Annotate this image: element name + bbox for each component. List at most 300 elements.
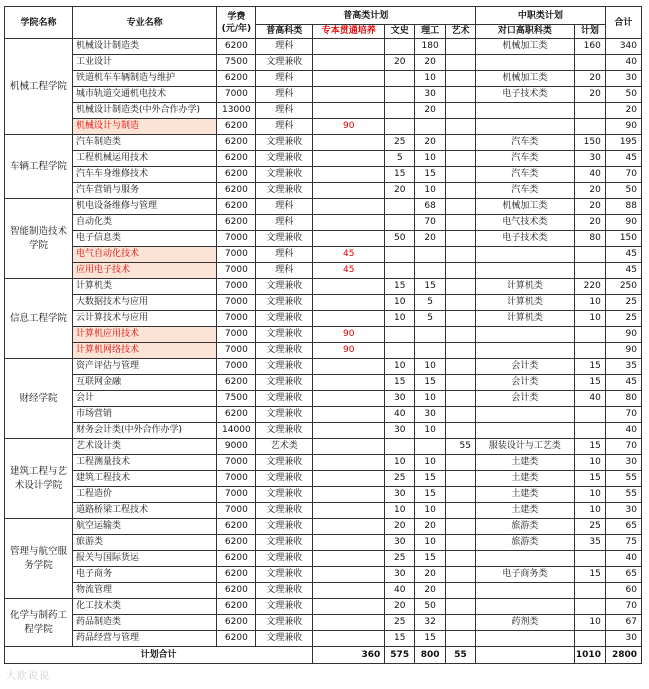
table-row [5,327,642,343]
plan-cell: 20 [574,87,605,103]
zhuanben-cell [313,135,385,151]
fee-cell: 6200 [217,151,256,167]
subject-type-cell: 文理兼收 [256,455,313,471]
header-yishu: 艺术 [446,25,476,39]
totals-zhuanben: 360 [313,647,385,664]
zhuanben-cell [313,215,385,231]
major-cell: 计算机网络技术 [73,343,217,359]
totals-total: 2800 [605,647,641,664]
zhuanben-cell [313,535,385,551]
zhuanben-cell: 45 [313,263,385,279]
header-subject-type: 普高科类 [256,25,313,39]
wenshi-cell: 10 [385,359,415,375]
duikou-type-cell: 土建类 [475,487,574,503]
table-row [5,567,642,583]
total-cell: 70 [605,439,641,455]
major-cell: 工程造价 [73,487,217,503]
duikou-type-cell [475,247,574,263]
ligong-cell: 20 [415,135,446,151]
subject-type-cell: 理科 [256,39,313,55]
total-cell: 30 [605,631,641,647]
major-cell: 旅游类 [73,535,217,551]
plan-cell: 15 [574,567,605,583]
ligong-cell [415,439,446,455]
ligong-cell: 10 [415,455,446,471]
subject-type-cell: 文理兼收 [256,471,313,487]
college-name-cell: 智能制造技术学院 [5,199,73,279]
ligong-cell: 68 [415,199,446,215]
subject-type-cell: 文理兼收 [256,599,313,615]
header-total: 合计 [605,7,641,39]
wenshi-cell: 20 [385,183,415,199]
ligong-cell: 10 [415,359,446,375]
wenshi-cell: 5 [385,151,415,167]
fee-cell: 6200 [217,39,256,55]
plan-cell: 160 [574,39,605,55]
duikou-type-cell: 计算机类 [475,279,574,295]
total-cell: 90 [605,343,641,359]
yishu-cell [446,327,476,343]
wenshi-cell: 25 [385,551,415,567]
yishu-cell [446,407,476,423]
ligong-cell: 20 [415,567,446,583]
yishu-cell [446,151,476,167]
major-cell: 城市轨道交通机电技术 [73,87,217,103]
duikou-type-cell [475,103,574,119]
ligong-cell: 15 [415,279,446,295]
ligong-cell: 10 [415,391,446,407]
plan-cell: 10 [574,615,605,631]
major-cell: 航空运输类 [73,519,217,535]
zhuanben-cell [313,87,385,103]
major-cell: 计算机类 [73,279,217,295]
zhuanben-cell [313,55,385,71]
total-cell: 150 [605,231,641,247]
plan-cell: 15 [574,375,605,391]
plan-cell [574,583,605,599]
ligong-cell [415,263,446,279]
duikou-type-cell: 汽车类 [475,151,574,167]
plan-cell: 80 [574,231,605,247]
total-cell: 30 [605,71,641,87]
duikou-type-cell [475,407,574,423]
header-ligong: 理工 [415,25,446,39]
zhuanben-cell [313,295,385,311]
zhuanben-cell [313,519,385,535]
total-cell: 90 [605,119,641,135]
table-row [5,103,642,119]
plan-cell: 10 [574,487,605,503]
header-duikou-type: 对口高职科类 [475,25,574,39]
fee-cell: 6200 [217,583,256,599]
subject-type-cell: 文理兼收 [256,407,313,423]
major-cell: 工业设计 [73,55,217,71]
table-row [5,503,642,519]
wenshi-cell [385,439,415,455]
yishu-cell [446,39,476,55]
wenshi-cell [385,87,415,103]
ligong-cell: 10 [415,183,446,199]
table-row [5,439,642,455]
zhuanben-cell [313,71,385,87]
wenshi-cell [385,39,415,55]
subject-type-cell: 文理兼收 [256,311,313,327]
yishu-cell [446,183,476,199]
yishu-cell [446,231,476,247]
total-cell: 25 [605,311,641,327]
subject-type-cell: 文理兼收 [256,519,313,535]
table-row [5,231,642,247]
subject-type-cell: 文理兼收 [256,359,313,375]
table-row [5,375,642,391]
yishu-cell [446,631,476,647]
plan-cell [574,631,605,647]
ligong-cell: 30 [415,87,446,103]
fee-cell: 7000 [217,87,256,103]
plan-cell: 15 [574,439,605,455]
header-plan: 计划 [574,25,605,39]
subject-type-cell: 文理兼收 [256,183,313,199]
fee-cell: 14000 [217,423,256,439]
plan-cell: 220 [574,279,605,295]
fee-cell: 7000 [217,295,256,311]
major-cell: 应用电子技术 [73,263,217,279]
zhuanben-cell [313,103,385,119]
fee-cell: 6200 [217,599,256,615]
zhuanben-cell [313,183,385,199]
zhuanben-cell [313,151,385,167]
college-name-cell: 信息工程学院 [5,279,73,359]
yishu-cell [446,551,476,567]
fee-cell: 6200 [217,375,256,391]
zhuanben-cell: 90 [313,343,385,359]
college-name-cell: 财经学院 [5,359,73,439]
wenshi-cell [385,119,415,135]
fee-cell: 7000 [217,487,256,503]
total-cell: 20 [605,103,641,119]
wenshi-cell: 20 [385,599,415,615]
wenshi-cell: 15 [385,279,415,295]
major-cell: 云计算技术与应用 [73,311,217,327]
plan-cell [574,263,605,279]
total-cell: 55 [605,471,641,487]
table-row [5,279,642,295]
ligong-cell: 15 [415,551,446,567]
subject-type-cell: 理科 [256,215,313,231]
yishu-cell [446,199,476,215]
zhuanben-cell [313,279,385,295]
major-cell: 电气自动化技术 [73,247,217,263]
major-cell: 自动化类 [73,215,217,231]
plan-cell [574,599,605,615]
subject-type-cell: 文理兼收 [256,391,313,407]
fee-cell: 7000 [217,247,256,263]
wenshi-cell: 30 [385,487,415,503]
wenshi-cell [385,343,415,359]
table-row [5,519,642,535]
wenshi-cell: 20 [385,519,415,535]
table-row [5,151,642,167]
ligong-cell: 15 [415,487,446,503]
wenshi-cell: 25 [385,615,415,631]
yishu-cell [446,423,476,439]
total-cell: 195 [605,135,641,151]
duikou-type-cell: 电子技术类 [475,87,574,103]
plan-cell [574,327,605,343]
plan-cell: 10 [574,503,605,519]
college-name-cell: 化学与制药工程学院 [5,599,73,647]
subject-type-cell: 文理兼收 [256,151,313,167]
duikou-type-cell: 会计类 [475,375,574,391]
admission-plan-table [4,6,642,664]
zhuanben-cell [313,311,385,327]
college-name-cell: 车辆工程学院 [5,135,73,199]
table-row [5,55,642,71]
table-row [5,311,642,327]
ligong-cell [415,327,446,343]
plan-cell [574,55,605,71]
wenshi-cell [385,263,415,279]
wenshi-cell: 20 [385,55,415,71]
duikou-type-cell [475,343,574,359]
fee-cell: 6200 [217,119,256,135]
wenshi-cell: 40 [385,407,415,423]
fee-cell: 6200 [217,519,256,535]
wenshi-cell [385,247,415,263]
wenshi-cell: 10 [385,295,415,311]
major-cell: 道路桥梁工程技术 [73,503,217,519]
ligong-cell: 20 [415,583,446,599]
duikou-type-cell: 机械加工类 [475,199,574,215]
major-cell: 铁道机车车辆制造与维护 [73,71,217,87]
table-row [5,71,642,87]
ligong-cell: 15 [415,631,446,647]
wenshi-cell: 30 [385,423,415,439]
fee-cell: 7500 [217,55,256,71]
zhuanben-cell [313,375,385,391]
zhuanben-cell [313,615,385,631]
yishu-cell [446,87,476,103]
table-body [5,39,642,647]
ligong-cell: 5 [415,311,446,327]
duikou-type-cell [475,327,574,343]
duikou-type-cell: 机械加工类 [475,39,574,55]
totals-wenshi: 575 [385,647,415,664]
table-row [5,615,642,631]
plan-cell: 40 [574,391,605,407]
duikou-type-cell: 会计类 [475,391,574,407]
subject-type-cell: 文理兼收 [256,279,313,295]
header-fee [217,7,256,39]
totals-row [5,647,642,664]
ligong-cell: 70 [415,215,446,231]
ligong-cell: 180 [415,39,446,55]
totals-plan: 1010 [574,647,605,664]
plan-cell [574,119,605,135]
yishu-cell [446,599,476,615]
yishu-cell [446,359,476,375]
zhuanben-cell [313,599,385,615]
fee-cell: 6200 [217,135,256,151]
yishu-cell [446,103,476,119]
total-cell: 45 [605,375,641,391]
plan-cell [574,343,605,359]
wenshi-cell [385,71,415,87]
fee-cell: 6200 [217,183,256,199]
plan-cell: 25 [574,519,605,535]
college-name-cell: 建筑工程与艺术设计学院 [5,439,73,519]
ligong-cell [415,119,446,135]
table-row [5,391,642,407]
subject-type-cell: 文理兼收 [256,135,313,151]
duikou-type-cell [475,263,574,279]
major-cell: 会计 [73,391,217,407]
plan-cell: 20 [574,199,605,215]
table-row [5,359,642,375]
total-cell: 65 [605,567,641,583]
zhuanben-cell [313,471,385,487]
total-cell: 75 [605,535,641,551]
yishu-cell [446,247,476,263]
total-cell: 88 [605,199,641,215]
fee-cell: 6200 [217,215,256,231]
header-zhongzhi-plan: 中职类计划 [475,7,605,25]
total-cell: 90 [605,327,641,343]
major-cell: 汽车营销与服务 [73,183,217,199]
wenshi-cell: 30 [385,567,415,583]
header-fee-bottom: (元/年) [221,23,252,34]
total-cell: 70 [605,167,641,183]
ligong-cell: 10 [415,151,446,167]
duikou-type-cell: 汽车类 [475,183,574,199]
table-row [5,247,642,263]
zhuanben-cell [313,199,385,215]
wenshi-cell [385,215,415,231]
yishu-cell [446,215,476,231]
wenshi-cell: 15 [385,631,415,647]
subject-type-cell: 文理兼收 [256,423,313,439]
wenshi-cell [385,103,415,119]
major-cell: 资产评估与管理 [73,359,217,375]
total-cell: 45 [605,151,641,167]
wenshi-cell [385,199,415,215]
wenshi-cell: 10 [385,455,415,471]
zhuanben-cell [313,583,385,599]
subject-type-cell: 文理兼收 [256,535,313,551]
subject-type-cell: 文理兼收 [256,375,313,391]
table-row [5,183,642,199]
fee-cell: 13000 [217,103,256,119]
ligong-cell: 32 [415,615,446,631]
major-cell: 机械设计制造类(中外合作办学) [73,103,217,119]
wenshi-cell: 10 [385,503,415,519]
ligong-cell: 10 [415,423,446,439]
duikou-type-cell: 服装设计与工艺类 [475,439,574,455]
subject-type-cell: 文理兼收 [256,231,313,247]
major-cell: 化工技术类 [73,599,217,615]
totals-yishu: 55 [446,647,476,664]
major-cell: 工程机械运用技术 [73,151,217,167]
header-zhuanben: 专本贯通培养 [313,25,385,39]
subject-type-cell: 文理兼收 [256,615,313,631]
plan-cell: 10 [574,455,605,471]
yishu-cell [446,487,476,503]
ligong-cell [415,343,446,359]
duikou-type-cell: 土建类 [475,471,574,487]
subject-type-cell: 理科 [256,119,313,135]
college-name-cell: 机械工程学院 [5,39,73,135]
duikou-type-cell [475,55,574,71]
yishu-cell [446,503,476,519]
wenshi-cell: 30 [385,535,415,551]
header-fee-top: 学费 [227,11,246,22]
table-row [5,583,642,599]
total-cell: 60 [605,583,641,599]
fee-cell: 6200 [217,631,256,647]
zhuanben-cell [313,551,385,567]
subject-type-cell: 文理兼收 [256,583,313,599]
fee-cell: 6200 [217,199,256,215]
total-cell: 67 [605,615,641,631]
ligong-cell: 50 [415,599,446,615]
wenshi-cell: 50 [385,231,415,247]
zhuanben-cell [313,39,385,55]
plan-cell [574,247,605,263]
yishu-cell [446,471,476,487]
total-cell: 30 [605,455,641,471]
zhuanben-cell [313,455,385,471]
ligong-cell: 15 [415,167,446,183]
plan-cell [574,103,605,119]
subject-type-cell: 理科 [256,199,313,215]
plan-cell: 20 [574,183,605,199]
duikou-type-cell: 药剂类 [475,615,574,631]
plan-cell: 10 [574,311,605,327]
zhuanben-cell [313,407,385,423]
ligong-cell: 10 [415,503,446,519]
plan-cell [574,407,605,423]
total-cell: 250 [605,279,641,295]
major-cell: 报关与国际货运 [73,551,217,567]
zhuanben-cell [313,487,385,503]
total-cell: 25 [605,295,641,311]
zhuanben-cell: 90 [313,119,385,135]
duikou-type-cell [475,551,574,567]
subject-type-cell: 理科 [256,71,313,87]
major-cell: 汽车车身维修技术 [73,167,217,183]
major-cell: 计算机应用技术 [73,327,217,343]
subject-type-cell: 文理兼收 [256,487,313,503]
header-college: 学院名称 [5,7,73,39]
yishu-cell [446,455,476,471]
total-cell: 35 [605,359,641,375]
major-cell: 建筑工程技术 [73,471,217,487]
plan-cell: 35 [574,535,605,551]
yishu-cell [446,135,476,151]
table-row [5,423,642,439]
fee-cell: 7000 [217,343,256,359]
zhuanben-cell [313,391,385,407]
major-cell: 电子商务 [73,567,217,583]
plan-cell: 40 [574,167,605,183]
total-cell: 40 [605,55,641,71]
zhuanben-cell [313,503,385,519]
totals-label: 计划合计 [5,647,313,664]
table-row [5,631,642,647]
table-row [5,295,642,311]
duikou-type-cell: 旅游类 [475,535,574,551]
subject-type-cell: 艺术类 [256,439,313,455]
